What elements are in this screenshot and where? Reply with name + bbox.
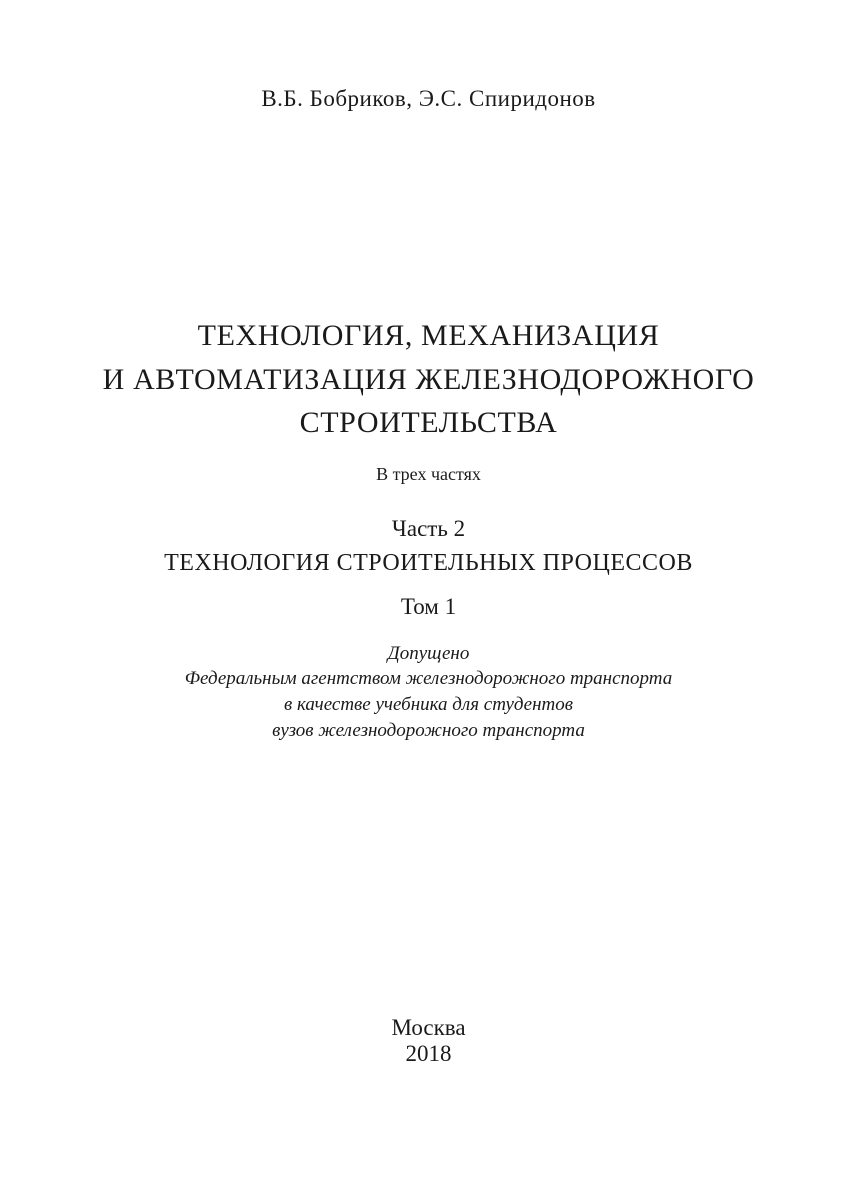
approval-line: Допущено	[387, 643, 470, 664]
book-title-line: СТРОИТЕЛЬСТВА	[299, 406, 558, 439]
publication-year: 2018	[405, 1041, 452, 1066]
approval-line: в качестве учебника для студентов	[283, 694, 574, 715]
parts-note: В трех частях	[376, 464, 481, 484]
book-title-line: И АВТОМАТИЗАЦИЯ ЖЕЛЕЗНОДОРОЖНОГО	[102, 363, 755, 396]
authors: В.Б. Бобриков, Э.С. Спиридонов	[261, 86, 596, 111]
approval-line: вузов железнодорожного транспорта	[272, 720, 585, 741]
part-title: ТЕХНОЛОГИЯ СТРОИТЕЛЬНЫХ ПРОЦЕССОВ	[164, 550, 693, 576]
publication-city: Москва	[391, 1015, 466, 1040]
part-number: Часть 2	[391, 516, 466, 541]
volume-number: Том 1	[400, 594, 457, 619]
book-title-line: ТЕХНОЛОГИЯ, МЕХАНИЗАЦИЯ	[197, 319, 660, 352]
approval-line: Федеральным агентством железнодорожного транспорта	[184, 668, 673, 689]
